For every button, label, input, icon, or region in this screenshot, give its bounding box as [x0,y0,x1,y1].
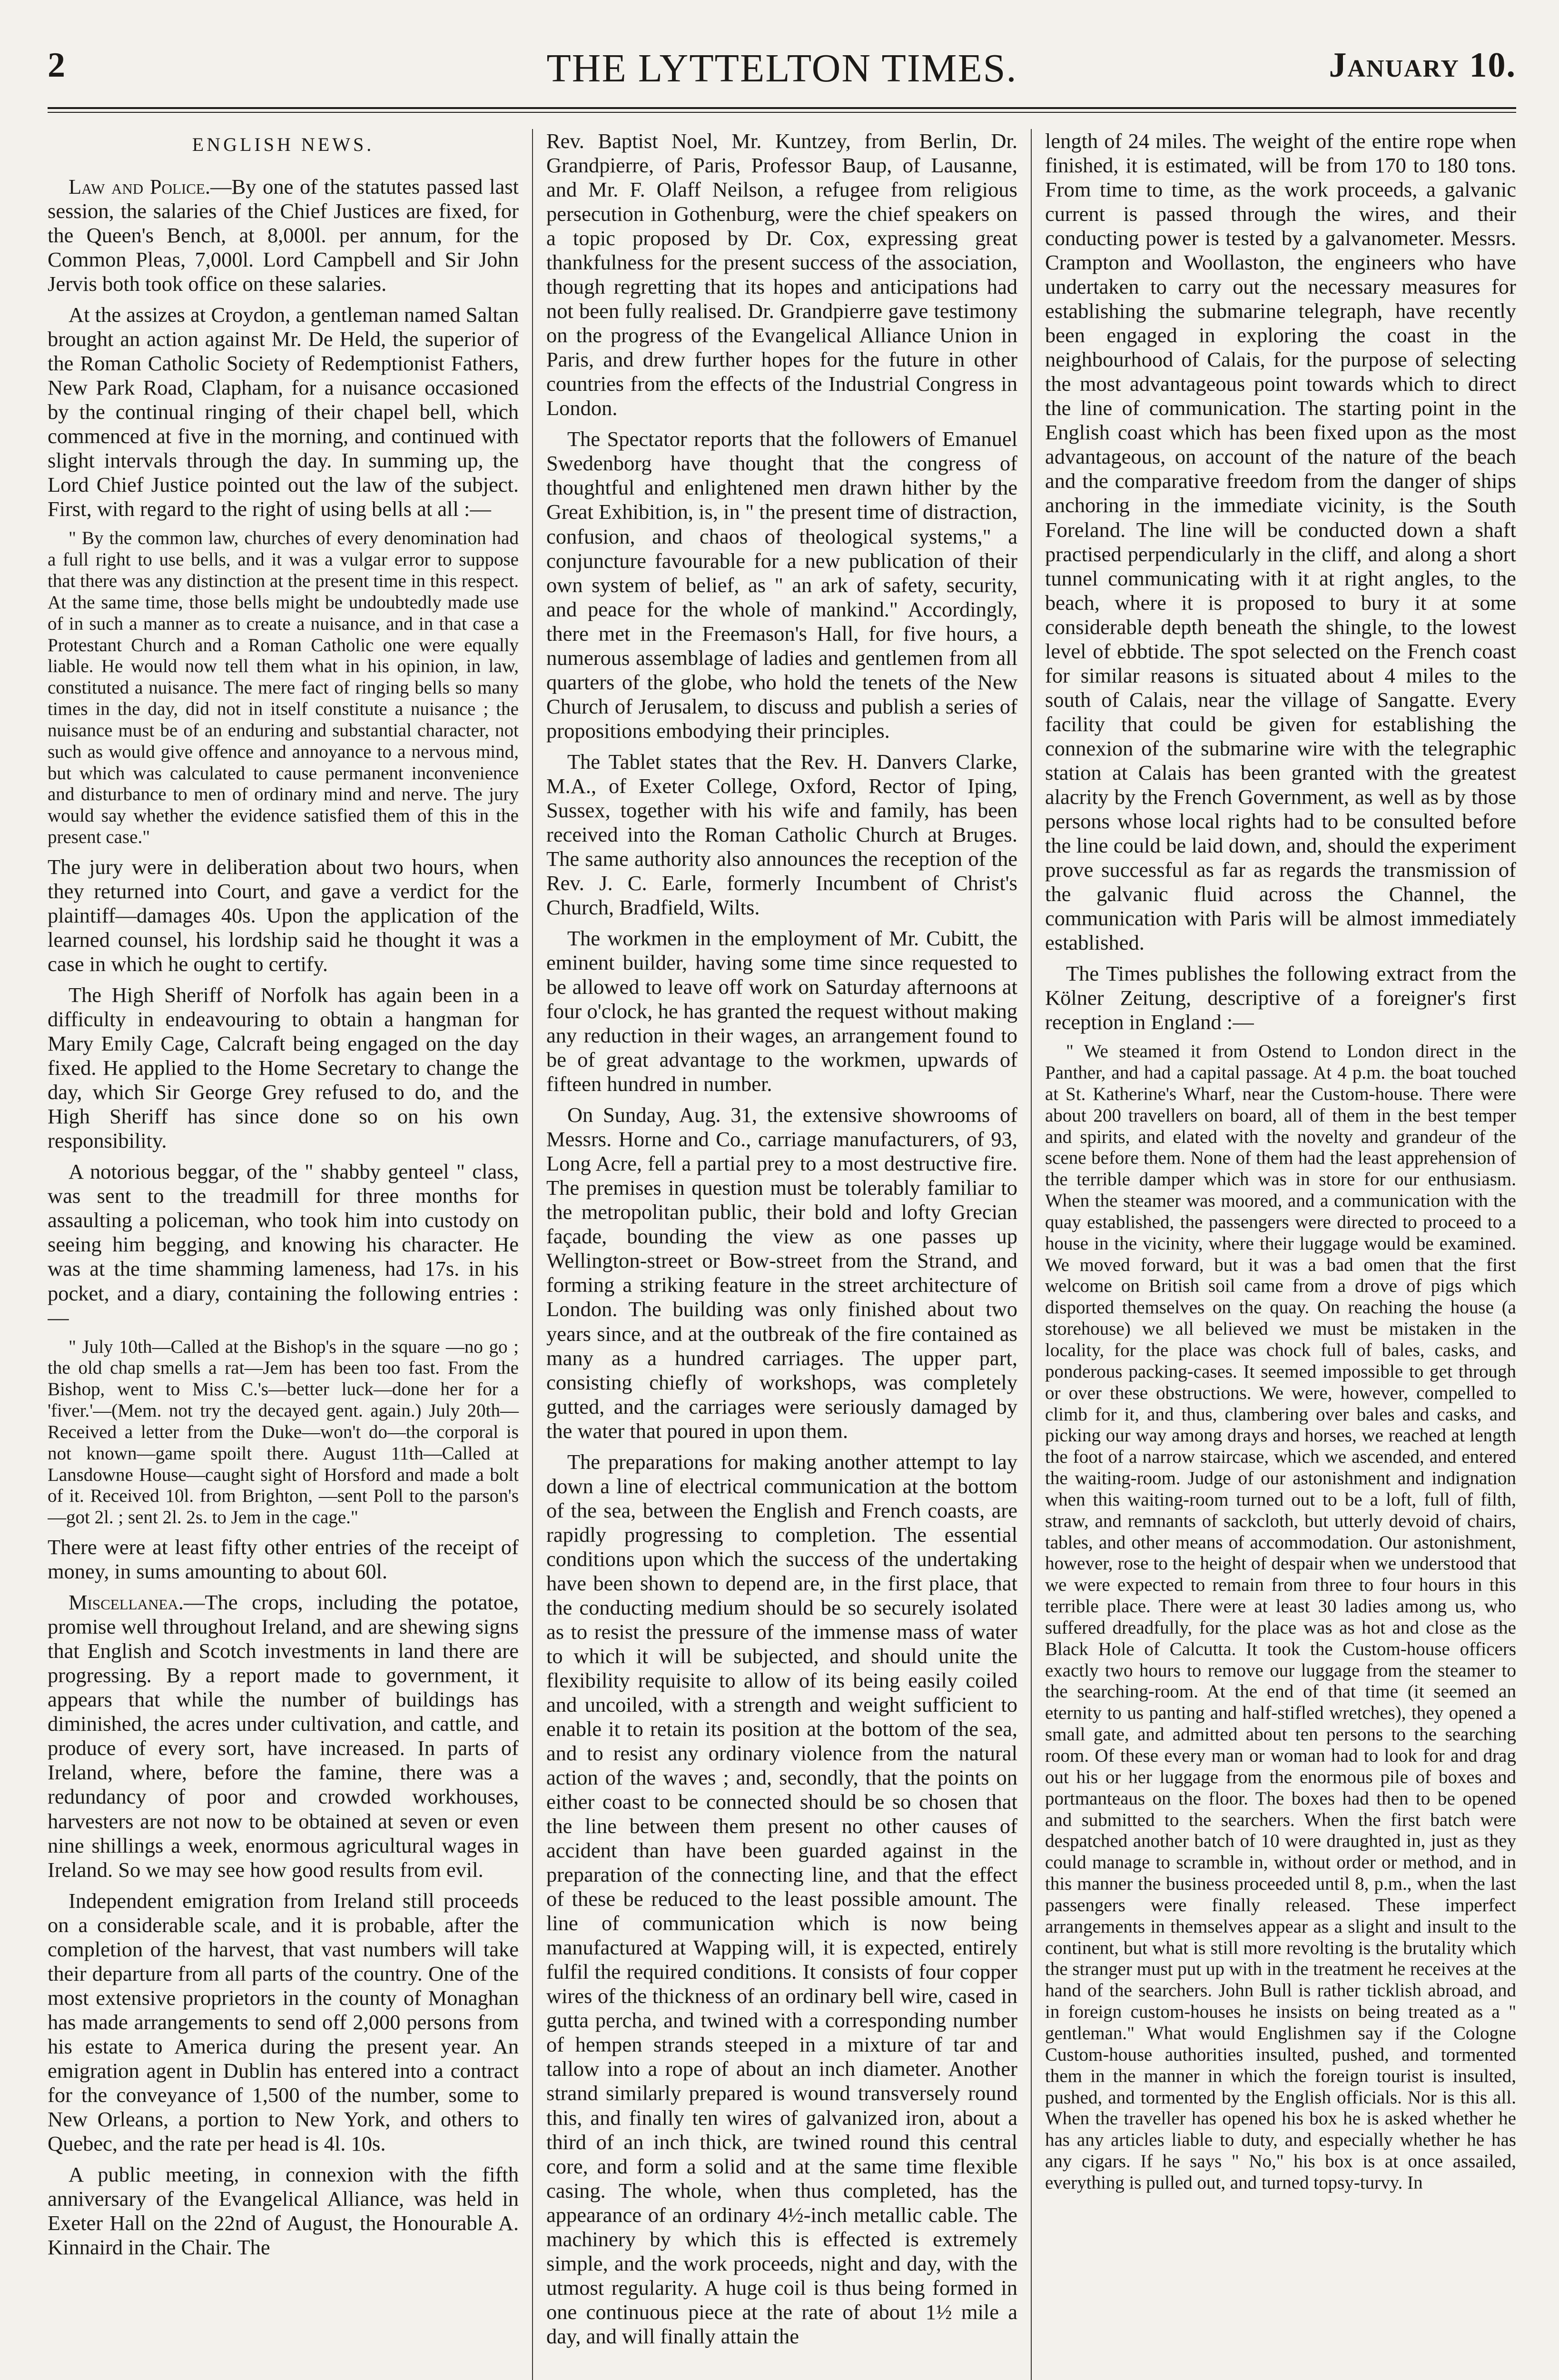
section-heading: ENGLISH NEWS. [192,134,375,155]
article-paragraph [1045,129,1516,955]
paragraph-heading: Law and Police. [69,174,210,198]
article-paragraph [546,1103,1017,1443]
article-paragraph [546,427,1017,743]
column-1 [48,129,532,2380]
article-paragraph [48,303,519,521]
article-paragraph [48,855,519,976]
paragraph-text: A public meeting, in connexion with the fifth anniversary of the Evangelical Alliance, was held in Exeter Hall on the 22nd of August, the Honourable A. Kinnaird in the Chair. The [48,2162,519,2260]
issue-date: January 10. [1329,46,1516,85]
paragraph-text: " We steamed it from Ostend to London direct in the Panther, and had a capital passage. At 4 p.m. the boat touched at St. Katherine's Wharf, near the Custom-house. There were about 200 travellers on board, all of them in the best temper and spirits, and elated with the novelty and grandeur of the scene before them. None of them had the least apprehension of the terrible damper which was in store for our enthusiasm. When the steamer was moored, and a communication with the quay established, the passengers were directed to proceed to a house in the vicinity, where their luggage would be examined. We moved forward, but it was a bad omen that the first welcome on British soil came from a drove of pigs which disported themselves on the quay. On reaching the house (a storehouse) we all believed we must be mistaken in the locality, for the place was chock full of bales, casks, and ponderous packing-cases. It seemed impossible to get through or over these obstructions. We were, however, compelled to climb for it, and thus, clambering over bales and casks, and picking our way among drays and horses, we reached at length the foot of a narrow staircase, which we ascended, and entered the waiting-room. Judge of our astonishment and indignation when this waiting-room turned out to be a loft, full of filth, straw, and remnants of sackcloth, but utterly devoid of chairs, tables, and other means of accommodation. Our astonishment, however, rose to the height of despair when we understood that we were expected to remain from three to four hours in this terrible place. There were at least 30 ladies among us, who suffered dreadfully, for the place was as hot and close as the Black Hole of Calcutta. It took the Custom-house officers exactly two hours to remove our luggage from the steamer to the searching-room. At the end of that time (it seemed an eternity to us panting and half-stifled wretches), they opened a small gate, and admitted about ten persons to the searching room. Of these every man or woman had to look for and drag out his or her luggage from the enormous pile of boxes and portmanteaus on the floor. The boxes had then to be opened and submitted to the searchers. When the first batch were despatched another batch of 10 were draughted in, just as they could manage to scramble in, without order or method, and in this manner the business proceeded until 8, p.m., when the last passengers were finally released. These imperfect arrangements in themselves appear as a slight and insult to the continent, but what is still more revolting is the brutality which the stranger must put up with in the treatment he receives at the hand of the searchers. John Bull is rather ticklish abroad, and in foreign custom-houses he insists on being treated as a " gentleman." What would Englishmen say if the Cologne Custom-house authorities insulted, pushed, and tormented them in the manner in which the foreign tourist is insulted, pushed, and tormented by the English officials. Nor is this all. When the traveller has opened his box he is asked whether he has any articles liable to duty, and especially whether he has any cigars. If he says " No," his box is at once assailed, everything is pulled out, and turned topsy-turvy. In [1045,1041,1516,2193]
paragraph-text: On Sunday, Aug. 31, the extensive showrooms of Messrs. Horne and Co., carriage manufacturers, of 93, Long Acre, fell a partial prey to a most destructive fire. The premises in question must be tolerably familiar to the metropolitan public, their bold and lofty Grecian façade, bounding the view as one passes up Wellington-street or Bow-street from the Strand, and forming a striking feature in the street architecture of London. The building was only finished about two years since, and at the outbreak of the fire contained as many as a hundred carriages. The upper part, consisting chiefly of workshops, was completely gutted, and the carriages were seriously damaged by the water that poured in upon them. [546,1103,1017,1443]
masthead [48,45,1516,107]
paragraph-text: The Tablet states that the Rev. H. Danvers Clarke, M.A., of Exeter College, Oxford, Rector of Iping, Sussex, together with his wife and family, has been received into the Roman Catholic Church at Bruges. The same authority also announces the reception of the Rev. J. C. Earle, formerly Incumbent of Christ's Church, Bradfield, Wilts. [546,749,1017,919]
article-paragraph [546,750,1017,920]
paragraph-text: The High Sheriff of Norfolk has again been in a difficulty in endeavouring to obtain a hangman for Mary Emily Cage, Calcraft being engaged on the day fixed. He applied to the Home Secretary to change the day, which Sir George Grey refused to do, and the High Sheriff has since done so on his own responsibility. [48,983,519,1153]
paragraph-text: The workmen in the employment of Mr. Cubitt, the eminent builder, having some time since requested to be allowed to leave off work on Saturday afternoons at four o'clock, he has granted the request without making any reduction in their wages, an arrangement found to be of great advantage to the workmen, upwards of fifteen hundred in number. [546,926,1017,1096]
paragraph-text: —The crops, including the potatoe, promise well throughout Ireland, and are shewing signs that English and Scotch investments in land there are progressing. By a report made to government, it appears that while the number of buildings has diminished, the acres under cultivation, and cattle, and produce of every sort, have increased. In parts of Ireland, where, before the famine, there was a redundancy of poor and crowded workhouses, harvesters are not now to be obtained at seven or even nine shillings a week, enormous agricultural wages in Ireland. So we may see how good results from evil. [48,1590,519,1882]
masthead-rule [48,107,1516,113]
paragraph-text: The Times publishes the following extract from the Kölner Zeitung, descriptive of a foreigner's first reception in England :— [1045,962,1516,1034]
article-paragraph [48,1160,519,1329]
article-paragraph [48,1590,519,1882]
column-2 [532,129,1031,2380]
paragraph-text: length of 24 miles. The weight of the entire rope when finished, it is estimated, will be from 170 to 180 tons. From time to time, as the work proceeds, a galvanic current is passed through the wires, and their conducting power is tested by a galvanometer. Messrs. Crampton and Woollaston, the engineers who have undertaken to carry out the necessary measures for establishing the submarine telegraph, have recently been engaged in exploring the coast in the neighbourhood of Calais, for the purpose of selecting the most advantageous point towards which to direct the line of communication. The starting point in the English coast which has been fixed upon as the most advantageous, on account of the nature of the beach and the comparative freedom from the danger of ships anchoring in the immediate vicinity, is the South Foreland. The line will be conducted down a shaft practised perpendicularly in the cliff, and along a short tunnel communicating with it at right angles, to the beach, where it is proposed to bury it at some considerable depth beneath the shingle, to the lowest level of ebbtide. The spot selected on the French coast for similar reasons is situated about 4 miles to the south of Calais, near the village of Sangatte. Every facility that could be given for establishing the connexion of the submarine wire with the telegraphic station at Calais has been granted with the greatest alacrity by the French Government, as well as by those persons whose local rights had to be consulted before the line could be laid down, and, should the experiment prove successful as far as regards the transmission of the galvanic fluid across the Channel, the communication with Paris will be almost immediately established. [1045,129,1516,955]
quoted-passage [1045,1041,1516,2194]
quoted-passage [48,528,519,848]
column-3 [1031,129,1516,2380]
paragraph-text: Independent emigration from Ireland still proceeds on a considerable scale, and it is probable, after the completion of the harvest, that vast numbers will take their departure from all parts of the country. One of the most extensive proprietors in the county of Monaghan has made arrangements to send off 2,000 persons from his estate to America during the present year. An emigration agent in Dublin has entered into a contract for the conveyance of 1,500 of the number, some to New Orleans, a portion to New York, and others to Quebec, and the rate per head is 4l. 10s. [48,1888,519,2155]
paragraph-text: Rev. Baptist Noel, Mr. Kuntzey, from Berlin, Dr. Grandpierre, of Paris, Professor Baup, of Lausanne, and Mr. F. Olaff Neilson, a refugee from religious persecution in Gothenburg, were the chief speakers on a topic proposed by Dr. Cox, expressing great thankfulness for the present success of the association, though regretting that its hopes and anticipations had not been fully realised. Dr. Grandpierre gave testimony on the progress of the Evangelical Alliance Union in Paris, and drew further hopes for the future in other countries from the effects of the Industrial Congress in London. [546,129,1017,420]
quoted-passage [48,1337,519,1529]
article-paragraph [1045,962,1516,1034]
paragraph-heading: Miscellanea. [69,1590,184,1615]
paragraph-text: The Spectator reports that the followers of Emanuel Swedenborg have thought that the congress of thoughtful and enlightened men drawn hither by the Great Exhibition, is, in " the present time of distraction, confusion, and chaos of theological systems," a conjuncture favourable for a new publication of their own system of belief, as " an ark of safety, security, and peace for the whole of mankind." Accordingly, there met in the Freemason's Hall, for five hours, a numerous assemblage of ladies and gentlemen from all quarters of the globe, who hold the tenets of the New Church of Jerusalem, to discuss and publish a series of propositions embodying their principles. [546,427,1017,743]
article-paragraph [48,1889,519,2156]
article-paragraph [546,1450,1017,2349]
article-paragraph [48,983,519,1153]
paragraph-text: There were at least fifty other entries of the receipt of money, in sums amounting to about 60l. [48,1535,519,1584]
article-paragraph [48,175,519,296]
paragraph-text: At the assizes at Croydon, a gentleman named Saltan brought an action against Mr. De Held, the superior of the Roman Catholic Society of Redemptionist Fathers, New Park Road, Clapham, for a nuisance occasioned by the continual ringing of their chapel bell, which commenced at five in the morning, and continued with slight intervals through the day. In summing up, the Lord Chief Justice pointed out the law of the subject. First, with regard to the right of using bells at all :— [48,303,519,521]
article-paragraph [546,926,1017,1096]
newspaper-title: THE LYTTELTON TIMES. [546,46,1017,90]
paragraph-text: —By one of the statutes passed last session, the salaries of the Chief Justices are fixed, for the Queen's Bench, at 8,000l. per annum, for the Common Pleas, 7,000l. Lord Campbell and Sir John Jervis both took office on these salaries. [48,174,519,296]
article-columns [48,129,1516,2380]
page-number: 2 [48,46,65,85]
article-paragraph [48,2162,519,2260]
paragraph-text: The preparations for making another attempt to lay down a line of electrical communication at the bottom of the sea, between the English and French coasts, are rapidly progressing to completion. The essential conditions upon which the success of the undertaking have been shown to depend are, in the first place, that the conducting medium should be so securely isolated as to resist the pressure of the immense mass of water to which it will be subjected, and should unite the flexibility requisite to allow of its being easily coiled and uncoiled, with a strength and weight sufficient to enable it to retain its position at the bottom of the sea, and to resist any ordinary violence from the natural action of the waves ; and, secondly, that the points on either coast to be connected should be so chosen that the line between them present no other causes of accident than have been guarded against in the preparation of the connecting line, and that the effect of these be reduced to the least possible amount. The line of communication which is now being manufactured at Wapping will, it is expected, entirely fulfil the required conditions. It consists of four copper wires of the thickness of an ordinary bell wire, cased in gutta percha, and twined with a corresponding number of hempen strands steeped in a mixture of tar and tallow into a rope of about an inch diameter. Another strand similarly prepared is wound transversely round this, and finally ten wires of galvanized iron, about a third of an inch thick, are twined round this central core, and form a solid and at the same time flexible casing. The whole, when thus completed, has the appearance of an ordinary 4½-inch metallic cable. The machinery by which this is effected is extremely simple, and the work proceeds, night and day, with the utmost regularity. A huge coil is thus being formed in one continuous piece at the rate of about 1½ mile a day, and will finally attain the [546,1449,1017,2348]
paragraph-text: The jury were in deliberation about two hours, when they returned into Court, and gave a verdict for the plaintiff—damages 40s. Upon the application of the learned counsel, his lordship said he thought it was a case in which he ought to certify. [48,854,519,976]
paragraph-text: " By the common law, churches of every denomination had a full right to use bells, and it was a vulgar error to suppose that there was any distinction at the present time in this respect. At the same time, those bells might be undoubtedly made use of in such a manner as to create a nuisance, and in that case a Protestant Church and a Roman Catholic one were equally liable. He would now tell them what in his opinion, in law, constituted a nuisance. The mere fact of ringing bells so many times in the day, did not in itself constitute a nuisance ; the nuisance must be of an enduring and substantial character, not such as would give offence and annoyance to a nervous mind, but which was calculated to cause permanent inconvenience and disturbance to men of ordinary mind and nerve. The jury would say whether the evidence satisfied them of this in the present case." [48,528,519,848]
article-paragraph [48,1535,519,1584]
article-paragraph [546,129,1017,420]
paragraph-text: A notorious beggar, of the " shabby genteel " class, was sent to the treadmill for three months for assaulting a policeman, who took him into custody on seeing him begging, and knowing his character. He was at the time shamming lameness, had 17s. in his pocket, and a diary, containing the following entries :— [48,1160,519,1329]
paragraph-text: " July 10th—Called at the Bishop's in the square —no go ; the old chap smells a rat—Jem has been too fast. From the Bishop, went to Miss C.'s—better luck—done her for a 'fiver.'—(Mem. not try the decayed gent. again.) July 20th—Received a letter from the Duke—won't do—the corporal is not known—game spoilt there. August 11th—Called at Lansdowne House—caught sight of Horsford and made a bolt of it. Received 10l. from Brighton, —sent Poll to the parson's—got 2l. ; sent 2l. 2s. to Jem in the cage." [48,1336,519,1528]
